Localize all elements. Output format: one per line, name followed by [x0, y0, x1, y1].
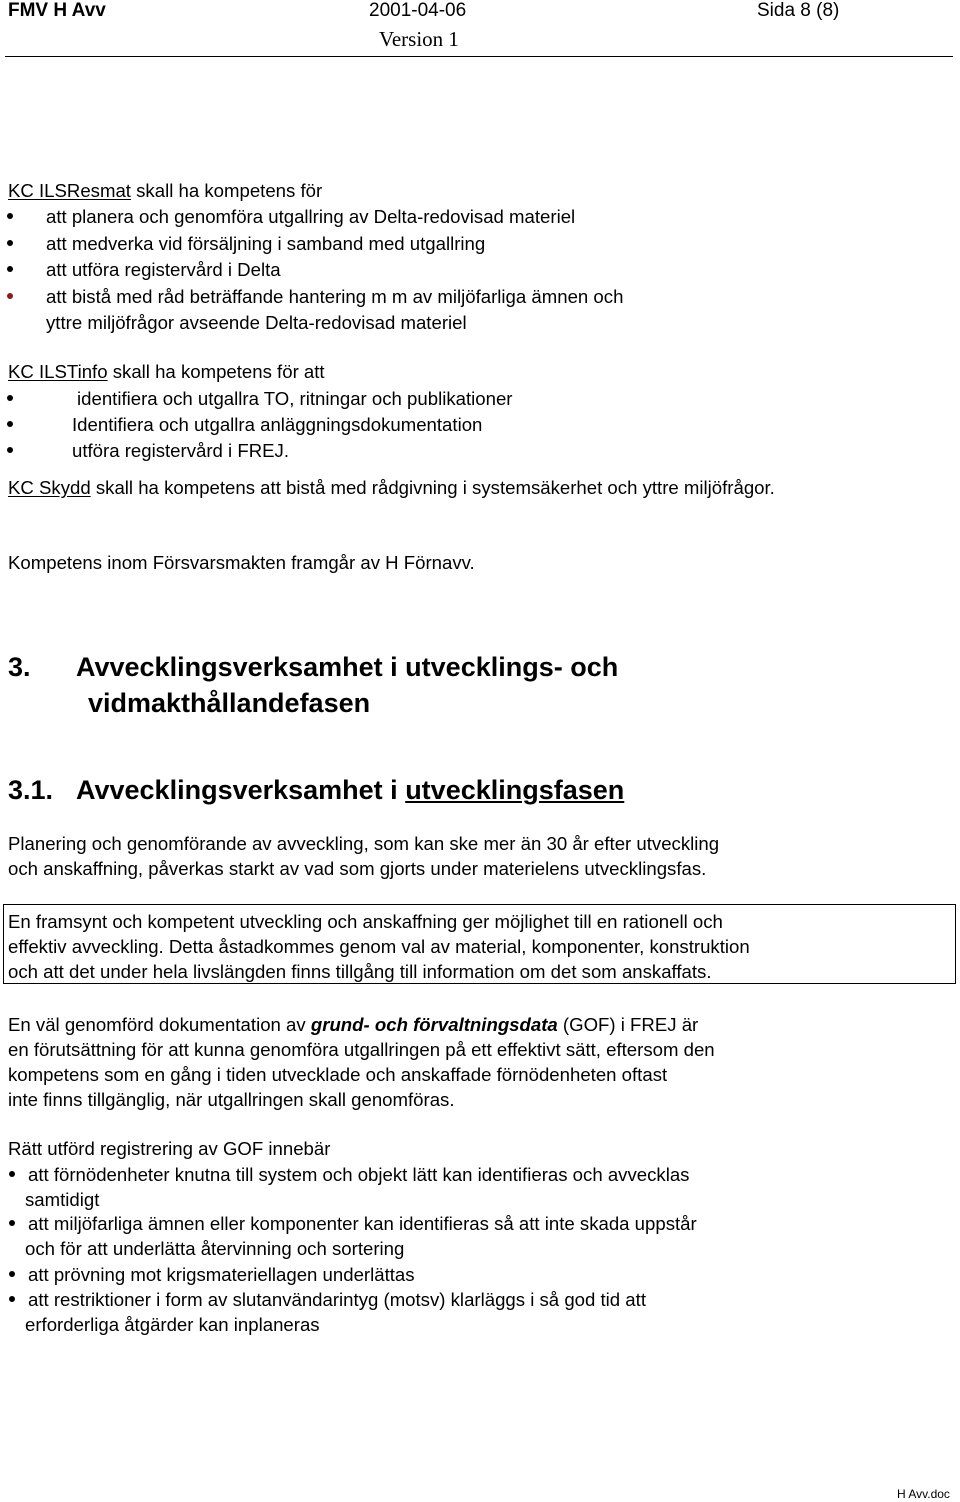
header-version: Version 1: [379, 27, 459, 51]
section-31-number: 3.1.: [8, 775, 54, 805]
section-31-title: Avvecklingsverksamhet i utvecklingsfasen: [76, 775, 625, 805]
list-item: att medverka vid försäljning i samband med utgallring: [46, 233, 486, 254]
list-item: att utföra registervård i Delta: [46, 259, 281, 280]
boxed-paragraph-line: En framsynt och kompetent utveckling och anskaffning ger möjlighet till en rationell och: [8, 911, 723, 932]
list-item: att förnödenheter knutna till system och objekt lätt kan identifieras och avvecklas: [28, 1164, 690, 1185]
kc-skydd-paragraph: KC Skydd skall ha kompetens att bistå med rådgivning i systemsäkerhet och yttre miljöfrågor.: [8, 477, 775, 498]
section-3-number: 3.: [8, 652, 31, 682]
list-item-continuation: erforderliga åtgärder kan inplaneras: [25, 1314, 320, 1335]
gof-paragraph-line: En väl genomförd dokumentation av grund- och förvaltningsdata (GOF) i FREJ är: [8, 1014, 699, 1035]
section-3-title-line2: vidmakthållandefasen: [88, 688, 371, 718]
list-item-continuation: och för att underlätta återvinning och sortering: [25, 1238, 405, 1259]
kc-skydd-name: KC Skydd: [8, 477, 91, 498]
gof-list-intro: Rätt utförd registrering av GOF innebär: [8, 1138, 331, 1159]
header-doc-id: FMV H Avv: [8, 0, 106, 21]
list-item: utföra registervård i FREJ.: [72, 440, 289, 461]
list-item: Identifiera och utgallra anläggningsdokumentation: [72, 414, 483, 435]
bullet-icon: [7, 293, 13, 299]
list-item: att bistå med råd beträffande hantering m m av miljöfarliga ämnen och: [46, 286, 624, 307]
bullet-icon: [7, 213, 13, 219]
gof-emphasis: grund- och förvaltningsdata: [310, 1014, 558, 1035]
planering-paragraph-line: Planering och genomförande av avveckling, som kan ske mer än 30 år efter utveckling: [8, 833, 720, 854]
boxed-paragraph-line: effektiv avveckling. Detta åstadkommes genom val av material, komponenter, konstruktion: [8, 936, 750, 957]
bullet-icon: [9, 1220, 15, 1226]
header-date: 2001-04-06: [369, 0, 467, 21]
kc-ilsresmat-intro: KC ILSResmat skall ha kompetens för: [8, 180, 323, 201]
bullet-icon: [9, 1171, 15, 1177]
list-item: att prövning mot krigsmateriellagen underlättas: [28, 1264, 415, 1285]
bullet-icon: [9, 1271, 15, 1277]
list-item: identifiera och utgallra TO, ritningar och publikationer: [77, 388, 513, 409]
bullet-icon: [9, 1296, 15, 1302]
kc-ilsresmat-name: KC ILSResmat: [8, 180, 131, 201]
bullet-icon: [7, 421, 13, 427]
bullet-icon: [7, 395, 13, 401]
bullet-icon: [7, 266, 13, 272]
section-3-title-line1: Avvecklingsverksamhet i utvecklings- och: [76, 652, 619, 682]
gof-paragraph-line: en förutsättning för att kunna genomföra utgallringen på ett effektivt sätt, eftersom den: [8, 1039, 715, 1060]
list-item: att planera och genomföra utgallring av Delta-redovisad materiel: [46, 206, 576, 227]
bullet-icon: [7, 240, 13, 246]
kc-ilstinfo-name: KC ILSTinfo: [8, 361, 108, 382]
header-rule: [5, 56, 953, 57]
list-item: att miljöfarliga ämnen eller komponenter kan identifieras så att inte skada uppstår: [28, 1213, 697, 1234]
gof-paragraph-line: kompetens som en gång i tiden utvecklade och anskaffade förnödenheten oftast: [8, 1064, 668, 1085]
list-item-continuation: samtidigt: [25, 1189, 100, 1210]
kompetens-paragraph: Kompetens inom Försvarsmakten framgår av H Förnavv.: [8, 552, 475, 573]
kc-ilstinfo-intro: KC ILSTinfo skall ha kompetens för att: [8, 361, 325, 382]
planering-paragraph-line: och anskaffning, påverkas starkt av vad som gjorts under materielens utvecklingsfas.: [8, 858, 707, 879]
gof-paragraph-line: inte finns tillgänglig, när utgallringen skall genomföras.: [8, 1089, 455, 1110]
footer-filename: H Avv.doc: [897, 1487, 950, 1501]
list-item-continuation: yttre miljöfrågor avseende Delta-redovisad materiel: [46, 312, 467, 333]
list-item: att restriktioner i form av slutanvändarintyg (motsv) klarläggs i så god tid att: [28, 1289, 646, 1310]
header-page-number: Sida 8 (8): [757, 0, 840, 21]
bullet-icon: [7, 447, 13, 453]
boxed-paragraph-line: och att det under hela livslängden finns tillgång till information om det som anskaffats.: [8, 961, 712, 982]
